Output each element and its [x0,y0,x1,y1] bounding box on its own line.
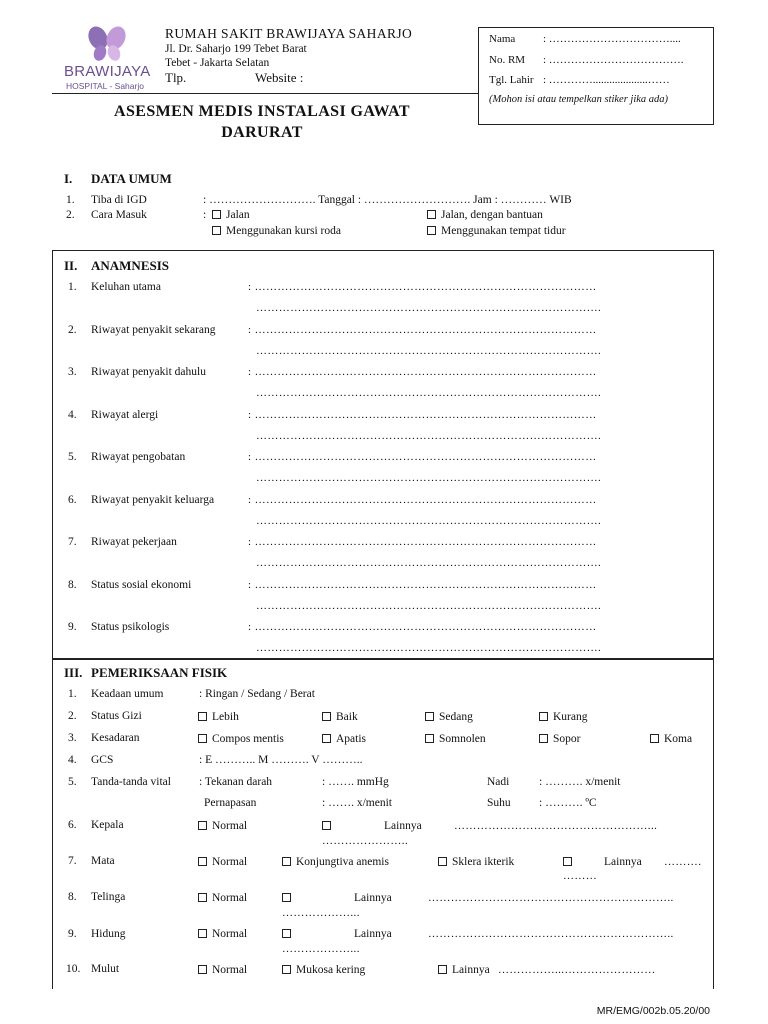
mata-lainnya-field-2[interactable]: ……… [563,870,598,882]
anamnesis-answer-field[interactable]: : ……………………………………………………………………………… [248,408,597,421]
s3-r8-num: 8. [68,891,77,903]
checkbox-gizi-lebih[interactable]: Lebih [198,711,239,723]
anamnesis-answer-field[interactable]: : ……………………………………………………………………………… [248,323,597,336]
section-1-num: I. [64,171,73,186]
anamnesis-item-num: 7. [68,536,77,548]
norm-field[interactable]: : ………………………………. [543,54,684,66]
checkbox-gizi-baik[interactable]: Baik [322,711,358,723]
anamnesis-item-num: 3. [68,366,77,378]
nama-label: Nama [489,33,516,45]
anamnesis-answer-field-2[interactable]: ………………………………………………………………………………. [256,514,602,527]
checkbox-somnolen[interactable]: Somnolen [425,733,486,745]
nama-field[interactable]: : …………………………….... [543,33,681,45]
gcs-fields[interactable]: : E ……….. M ………. V ……….. [199,754,363,766]
section-2-title: ANAMNESIS [91,258,170,273]
checkbox-icon [438,965,447,974]
form-title-line-1: ASESMEN MEDIS INSTALASI GAWAT [114,103,410,120]
form-title-line-2: DARURAT [221,124,303,141]
checkbox-icon [322,734,331,743]
pernapasan-field[interactable]: : ……. x/menit [322,797,392,809]
kepala-lainnya-field-2[interactable]: ………………….. [322,835,409,847]
checkbox-icon [198,857,207,866]
s1-tiba-label: Tiba di IGD [91,194,147,206]
checkbox-jalan-bantuan[interactable]: Jalan, dengan bantuan [427,209,543,221]
anamnesis-item-num: 5. [68,451,77,463]
section-3-num: III. [64,665,83,680]
anamnesis-answer-field-2[interactable]: ………………………………………………………………………………. [256,429,602,442]
nadi-label: Nadi [487,776,510,788]
checkbox-icon [198,734,207,743]
checkbox-gizi-sedang[interactable]: Sedang [425,711,473,723]
checkbox-icon [198,821,207,830]
checkbox-icon [198,893,207,902]
suhu-field[interactable]: : ………. ºC [539,797,597,809]
checkbox-icon [282,965,291,974]
hidung-lainnya-label: Lainnya [354,928,392,940]
anamnesis-item-label: Riwayat penyakit keluarga [91,493,215,506]
checkbox-mulut-normal[interactable]: Normal [198,964,247,976]
checkbox-icon [212,210,221,219]
tgl-lahir-label: Tgl. Lahir [489,74,534,86]
logo-brand: BRAWIJAYA [64,63,151,80]
s3-r3-num: 3. [68,732,77,744]
checkbox-icon [539,712,548,721]
anamnesis-item-label: Riwayat penyakit sekarang [91,323,216,336]
s3-r9-num: 9. [68,928,77,940]
checkbox-icon [198,929,207,938]
checkbox-icon [212,226,221,235]
checkbox-hidung-lainnya[interactable] [282,928,296,940]
checkbox-sklera[interactable]: Sklera ikterik [438,856,514,868]
section-3-title: PEMERIKSAAN FISIK [91,665,228,680]
anamnesis-item-num: 9. [68,621,77,633]
checkbox-icon [282,929,291,938]
checkbox-icon [539,734,548,743]
logo-subtitle: HOSPITAL - Saharjo [66,81,144,91]
anamnesis-answer-field-2[interactable]: ………………………………………………………………………………. [256,599,602,612]
hidung-label: Hidung [91,928,126,940]
section-2-num: II. [64,258,78,273]
anamnesis-item-num: 1. [68,281,77,293]
checkbox-telinga-normal[interactable]: Normal [198,892,247,904]
anamnesis-answer-field-2[interactable]: ………………………………………………………………………………. [256,387,602,399]
s3-r10-num: 10. [66,963,81,975]
checkbox-icon [425,712,434,721]
anamnesis-answer-field-2[interactable]: ………………………………………………………………………………. [256,557,602,569]
suhu-label: Suhu [487,797,511,809]
checkbox-icon [322,821,331,830]
s1-cara-colon: : [203,209,207,221]
keadaan-umum-options[interactable]: : Ringan / Sedang / Berat [199,688,315,700]
anamnesis-answer-field-2[interactable]: ………………………………………………………………………………. [256,344,602,357]
checkbox-tempat-tidur[interactable]: Menggunakan tempat tidur [427,225,566,237]
anamnesis-answer-field-2[interactable]: ………………………………………………………………………………. [256,642,602,654]
phone-label: Tlp. [165,70,187,85]
telinga-lainnya-field[interactable]: ……………………………………………………….. [428,892,674,904]
anamnesis-item-label: Riwayat alergi [91,408,159,421]
checkbox-sopor[interactable]: Sopor [539,733,580,745]
sticker-note: (Mohon isi atau tempelkan stiker jika ada) [489,94,669,105]
mata-lainnya-field[interactable]: ………. [664,856,702,868]
checkbox-kursi-roda[interactable]: Menggunakan kursi roda [212,225,341,237]
checkbox-icon [563,857,572,866]
s1-cara-masuk-label: Cara Masuk [91,209,147,221]
telinga-lainnya-field-2[interactable]: ………………... [282,907,360,919]
s3-r7-num: 7. [68,855,77,867]
norm-label: No. RM [489,54,526,66]
s1-row1-num: 1. [66,194,75,206]
patient-info-box [478,27,714,125]
anamnesis-answer-field[interactable]: : ……………………………………………………………………………… [248,451,597,463]
checkbox-mata-lainnya[interactable] [563,856,577,868]
checkbox-icon [282,893,291,902]
anamnesis-answer-field[interactable]: : ……………………………………………………………………………… [248,536,597,548]
keadaan-umum-label: Keadaan umum [91,688,164,700]
checkbox-icon [650,734,659,743]
telinga-lainnya-label: Lainnya [354,892,392,904]
tanda-vital-label: Tanda-tanda vital [91,776,171,788]
s3-r4-num: 4. [68,754,77,766]
checkbox-mulut-lainnya[interactable]: Lainnya [438,964,490,976]
anamnesis-item-num: 2. [68,323,77,336]
s3-r6-num: 6. [68,819,77,831]
anamnesis-item-label: Status sosial ekonomi [91,578,192,591]
anamnesis-item-label: Riwayat penyakit dahulu [91,366,206,378]
mulut-lainnya-field[interactable]: ……………...…………………… [498,964,656,976]
s1-row2-num: 2. [66,209,75,221]
checkbox-icon [198,965,207,974]
address-line-2: Tebet - Jakarta Selatan [165,57,270,69]
checkbox-icon [198,712,207,721]
tekanan-darah-field[interactable]: : ……. mmHg [322,776,389,788]
header-divider [52,93,478,94]
s3-r2-num: 2. [68,710,77,722]
anamnesis-item-label: Riwayat pekerjaan [91,536,177,548]
mata-label: Mata [91,855,115,867]
butterfly-logo-icon [62,26,158,66]
anamnesis-item-num: 4. [68,408,77,421]
kesadaran-label: Kesadaran [91,732,140,744]
anamnesis-answer-field[interactable]: : ……………………………………………………………………………… [248,578,597,591]
s3-r5-num: 5. [68,776,77,788]
anamnesis-answer-field[interactable]: : ……………………………………………………………………………… [248,281,597,293]
anamnesis-item-num: 6. [68,493,77,506]
status-gizi-label: Status Gizi [91,710,142,722]
checkbox-icon [322,712,331,721]
tekanan-darah-label: : Tekanan darah [199,776,273,788]
anamnesis-answer-field[interactable]: : ……………………………………………………………………………… [248,493,597,506]
checkbox-icon [438,857,447,866]
checkbox-icon [425,734,434,743]
checkbox-icon [282,857,291,866]
s3-r1-num: 1. [68,688,77,700]
anamnesis-item-num: 8. [68,578,77,591]
kepala-lainnya-label: Lainnya [384,820,422,832]
section-1-title: DATA UMUM [91,171,172,186]
checkbox-mukosa-kering[interactable]: Mukosa kering [282,964,365,976]
checkbox-jalan[interactable]: Jalan [212,209,250,221]
checkbox-kepala-normal[interactable]: Normal [198,820,247,832]
anamnesis-answer-field-2[interactable]: ………………………………………………………………………………. [256,302,602,314]
kepala-label: Kepala [91,819,124,831]
mulut-label: Mulut [91,963,120,975]
hospital-name: RUMAH SAKIT BRAWIJAYA SAHARJO [165,26,413,41]
address-line-1: Jl. Dr. Saharjo 199 Tebet Barat [165,43,307,55]
anamnesis-answer-field-2[interactable]: ………………………………………………………………………………. [256,472,602,484]
checkbox-apatis[interactable]: Apatis [322,733,366,745]
checkbox-kepala-lainnya[interactable] [322,820,336,832]
checkbox-koma[interactable]: Koma [650,733,692,745]
checkbox-compos-mentis[interactable]: Compos mentis [198,733,284,745]
anamnesis-item-label: Keluhan utama [91,281,161,293]
anamnesis-item-label: Status psikologis [91,621,170,633]
anamnesis-answer-field[interactable]: : ……………………………………………………………………………… [248,366,597,378]
form-code: MR/EMG/002b.05.20/00 [596,1005,710,1017]
kepala-lainnya-field[interactable]: ……………………………………………... [454,820,658,832]
hidung-lainnya-field[interactable]: ……………………………………………………….. [428,928,674,940]
checkbox-icon [427,210,436,219]
checkbox-gizi-kurang[interactable]: Kurang [539,711,588,723]
website-label: Website : [255,70,304,85]
hidung-lainnya-field-2[interactable]: ………………... [282,943,360,955]
pernapasan-label: Pernapasan [204,797,257,809]
tgl-lahir-field[interactable]: : …………....................…… [543,74,670,86]
s1-tiba-fields[interactable]: : ………………………. Tanggal : ………………………. Jam : ………… WIB [203,194,572,206]
checkbox-konjungtiva[interactable]: Konjungtiva anemis [282,856,389,868]
checkbox-hidung-normal[interactable]: Normal [198,928,247,940]
mata-lainnya-label: Lainnya [604,856,642,868]
checkbox-icon [427,226,436,235]
anamnesis-item-label: Riwayat pengobatan [91,451,186,463]
checkbox-mata-normal[interactable]: Normal [198,856,247,868]
checkbox-telinga-lainnya[interactable] [282,892,296,904]
gcs-label: GCS [91,754,114,766]
nadi-field[interactable]: : ………. x/menit [539,776,621,788]
telinga-label: Telinga [91,891,126,903]
anamnesis-answer-field[interactable]: : ……………………………………………………………………………… [248,621,597,633]
